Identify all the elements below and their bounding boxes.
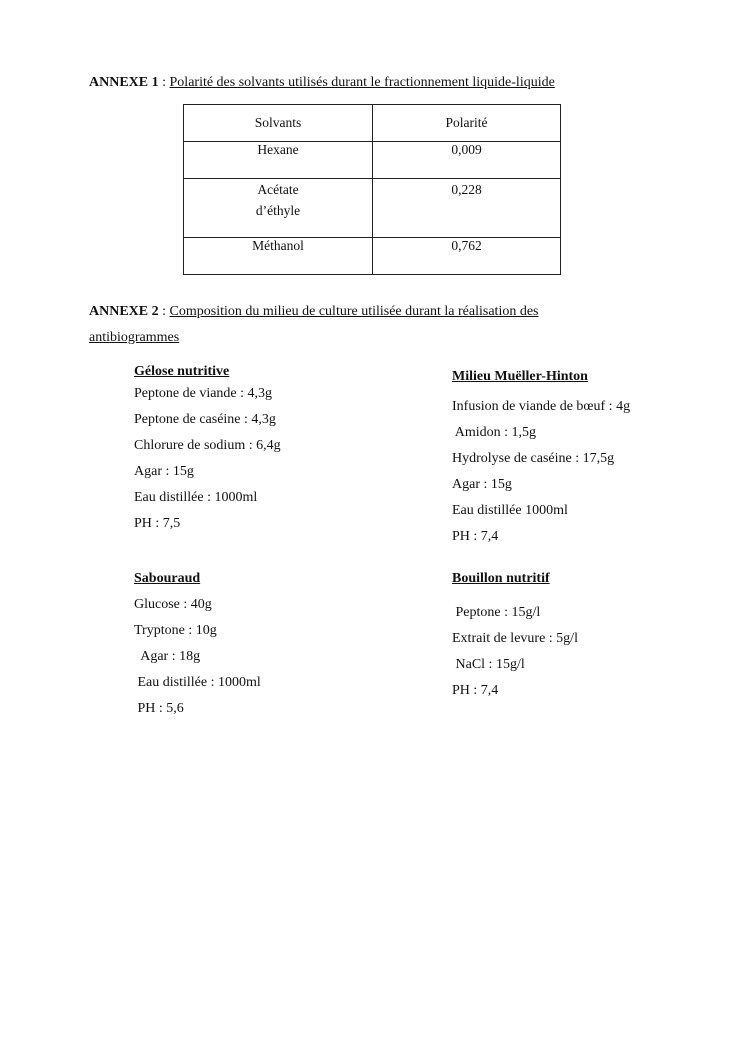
cell-polarite-value: 0,228 [451,182,482,197]
list-item: Glucose : 40g [134,597,212,612]
sabouraud-title: Sabouraud [134,571,201,586]
list-item: Peptone de viande : 4,3g [134,386,273,401]
list-item: Peptone : 15g/l [452,605,541,620]
list-item: Chlorure de sodium : 6,4g [134,438,281,453]
list-item: Extrait de levure : 5g/l [452,631,578,646]
bouillon-title: Bouillon nutritif [452,571,550,586]
table-header-row [184,105,561,142]
annexe1-label: ANNEXE 1 [89,75,159,90]
mueller-hinton-block [452,368,630,546]
table-row [184,142,561,179]
list-item: Infusion de viande de bœuf : 4g [452,399,631,414]
list-item: Eau distillée 1000ml [452,503,568,518]
list-item: NaCl : 15g/l [452,657,525,672]
list-item: PH : 7,4 [452,529,499,544]
list-item: PH : 5,6 [134,701,184,716]
annexe1-sep: : [158,75,170,90]
cell-polarite: 0,762 [373,238,561,275]
cell-polarite: 0,009 [373,142,561,179]
table-row [184,179,561,238]
mueller-title: Milieu Muëller-Hinton [452,369,588,384]
cell-solvant: Méthanol [184,238,373,275]
header-solvants: Solvants [184,105,373,142]
annexe2-title-line2: antibiogrammes [89,330,180,345]
annexe2-heading [89,303,539,321]
list-item: Hydrolyse de caséine : 17,5g [452,451,615,466]
cell-solvant [184,179,373,238]
list-item: Peptone de caséine : 4,3g [134,412,276,427]
annexe2-sep: : [158,304,170,319]
header-polarite: Polarité [373,105,561,142]
annexe2-label: ANNEXE 2 [89,304,159,319]
list-item: Eau distillée : 1000ml [134,675,261,690]
cell-solvant-line2: d’éthyle [255,203,301,218]
cell-solvant: Hexane [184,142,373,179]
annexe1-heading [89,74,555,92]
table-row [184,238,561,275]
cell-polarite [373,179,561,238]
bouillon-nutritif-block [452,570,578,700]
list-item: PH : 7,5 [134,516,181,531]
list-item: Tryptone : 10g [134,623,217,638]
list-item: PH : 7,4 [452,683,499,698]
annexe1-title: Polarité des solvants utilisés durant le fractionnement liquide-liquide [169,75,555,90]
gelose-nutritive-block [134,363,281,533]
list-item: Agar : 18g [134,649,201,664]
annexe2-title-line1: Composition du milieu de culture utilisée durant la réalisation des [169,304,539,319]
list-item: Agar : 15g [134,464,194,479]
gelose-title: Gélose nutritive [134,364,230,379]
list-item: Eau distillée : 1000ml [134,490,258,505]
list-item: Agar : 15g [452,477,512,492]
cell-solvant-line1: Acétate [257,182,299,197]
list-item: Amidon : 1,5g [452,425,537,440]
polarity-table [183,104,561,275]
sabouraud-block [134,570,261,718]
